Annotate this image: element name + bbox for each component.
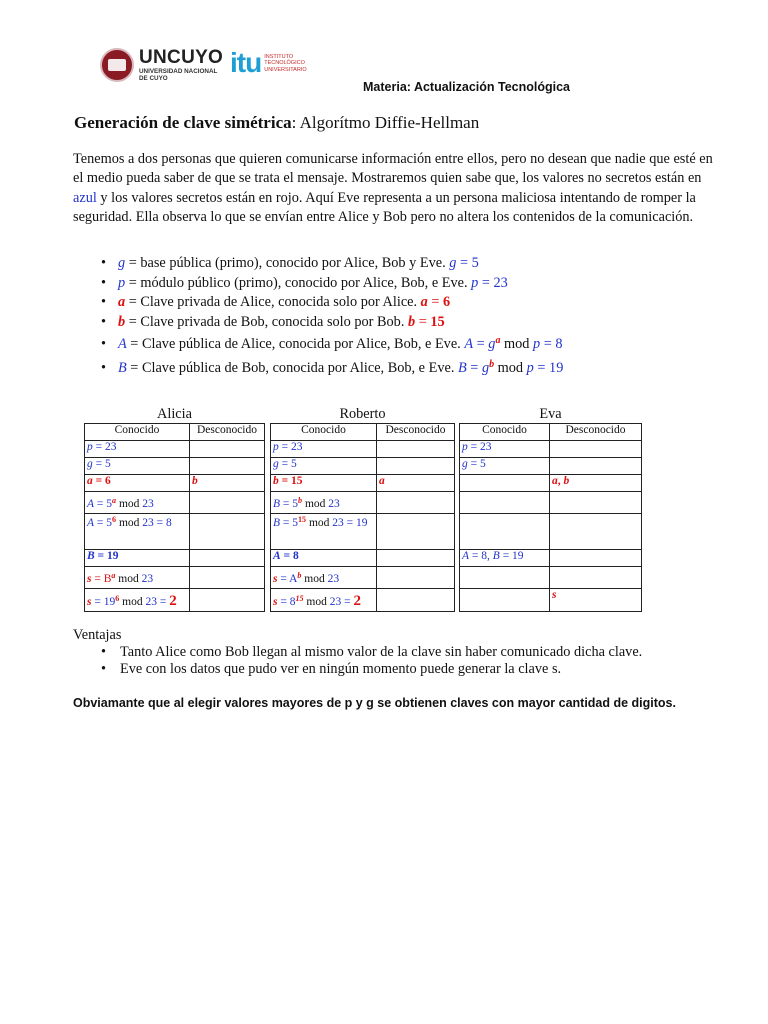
table-row [85, 492, 265, 514]
eve-p: p = 23 [460, 441, 550, 458]
formula-B-lhs: B [457, 360, 467, 376]
list-item-b [101, 313, 563, 333]
itu-logo [230, 47, 326, 78]
table-row [271, 475, 455, 492]
var-B: B [118, 360, 127, 376]
table-row [85, 441, 265, 458]
list-item: • Eve con los datos que pudo ver en ningún momento puede generar la clave s. [101, 661, 642, 678]
table-row [85, 458, 265, 475]
var-a: a [118, 294, 126, 310]
table-row [85, 550, 265, 567]
formula-A-mod: mod [500, 336, 534, 352]
eq-val-p: = 23 [478, 274, 508, 291]
bob-A: A = 8 [271, 550, 377, 567]
alice-B: B = 19 [85, 550, 190, 567]
table-row [271, 458, 455, 475]
eq-var-b: b [407, 313, 416, 330]
formula-A-base: g [488, 336, 496, 352]
advantages-list [101, 644, 642, 678]
eq-sign-b: = [415, 313, 431, 330]
itu-logo-mark: itu [230, 47, 262, 78]
col-unknown: Desconocido [377, 424, 455, 441]
alice-A-value: $A = 5^6$ mod 23 = 8 [85, 514, 190, 550]
desc-p: = módulo público (primo), conocido por Alice, Bob, e Eve. [125, 274, 472, 291]
formula-B-eq: = [466, 360, 482, 376]
desc-b: = Clave privada de Bob, conocida solo por Bob. [125, 313, 408, 330]
advantages-title: Ventajas [73, 627, 122, 643]
uncuyo-logo [100, 48, 223, 82]
alice-table [84, 423, 265, 612]
list-item: • Tanto Alice como Bob llegan al mismo valor de la clave sin haber comunicado dicha clave. [101, 644, 642, 661]
list-item-g [101, 254, 563, 274]
table-row [271, 441, 455, 458]
eve-table [459, 423, 642, 612]
bob-s-value: $s = 8^{15}$ mod 23 = 2 [271, 589, 377, 612]
eq-sign-a: = [427, 294, 444, 310]
table-row [460, 514, 642, 550]
col-known: Conocido [85, 424, 190, 441]
table-header-row [460, 424, 642, 441]
formula-A-eq: = [473, 336, 489, 352]
formula-B-mod: mod [494, 360, 527, 376]
table-row [460, 475, 642, 492]
intro-paragraph [73, 150, 713, 227]
bob-panel [270, 405, 455, 612]
table-row [460, 550, 642, 567]
table-header-row [85, 424, 265, 441]
table-row [460, 458, 642, 475]
desc-g: = base pública (primo), conocido por Alice, Bob y Eve. [125, 255, 450, 271]
bob-p: p = 23 [271, 441, 377, 458]
intro-text-2: y los valores secretos están en rojo. Aquí Eve representa a un persona maliciosa intentando de romper la seguridad. Ella observa lo que se envían entre Alice y Bob pero no altera los contenidos de la comunicación. [73, 189, 696, 225]
formula-A-result: = 8 [540, 336, 563, 352]
alice-title: Alicia [157, 406, 192, 422]
bob-B-value: $B = 5^{15}$ mod 23 = 19 [271, 514, 377, 550]
table-row [460, 589, 642, 612]
var-g: g [118, 255, 126, 271]
formula-A-exp: a [495, 335, 501, 346]
col-known: Conocido [460, 424, 550, 441]
formula-B-base: g [481, 360, 490, 376]
table-row [460, 441, 642, 458]
table-row [85, 475, 265, 492]
bob-title: Roberto [339, 406, 386, 422]
eve-panel [459, 405, 642, 612]
formula-B-modvar: p [526, 360, 534, 376]
formula-A-modvar: p [533, 336, 541, 352]
table-row [460, 567, 642, 589]
uncuyo-logo-name: UNCUYO [139, 47, 224, 69]
table-row [271, 567, 455, 589]
table-row [85, 514, 265, 550]
intro-azul-word: azul [73, 189, 97, 206]
alice-A-formula: $A = 5^a$ mod 23 [85, 492, 190, 514]
eve-unknown-s: s [550, 589, 642, 612]
alice-s-value: $s = 19^6$ mod 23 = 2 [85, 589, 190, 612]
title-subtitle: : Algorítmo Diffie-Hellman [291, 113, 480, 132]
bob-g: g = 5 [271, 458, 377, 475]
eq-var-a: a [420, 294, 428, 310]
alice-g: g = 5 [85, 458, 190, 475]
list-item-B [101, 356, 563, 380]
eve-AB: A = 8, B = 19 [460, 550, 550, 567]
var-b: b [118, 313, 126, 330]
bob-B-formula: $B = 5^b$ mod 23 [271, 492, 377, 514]
bob-unknown-a: a [377, 475, 455, 492]
list-item-p [101, 274, 563, 294]
eq-var-g: g [449, 255, 457, 271]
var-A: A [118, 336, 127, 352]
alice-p: p = 23 [85, 441, 190, 458]
table-row [271, 589, 455, 612]
alice-unknown-b: b [190, 475, 265, 492]
table-row [271, 492, 455, 514]
table-row [271, 514, 455, 550]
alice-panel [84, 405, 265, 612]
bob-table [270, 423, 455, 612]
col-known: Conocido [271, 424, 377, 441]
formula-A-lhs: A [464, 336, 474, 352]
list-item-a [101, 293, 563, 313]
itu-logo-subtitle: INSTITUTO TECNOLÓGICO UNIVERSITARIO [264, 54, 307, 73]
subject-header: Materia: Actualización Tecnológica [363, 80, 570, 94]
title-main: Generación de clave simétrica [74, 113, 292, 132]
variables-list [101, 254, 563, 380]
closing-note: Obviamante que al elegir valores mayores de p y g se obtienen claves con mayor cantidad de digitos. [73, 696, 676, 710]
intro-text-1: Tenemos a dos personas que quieren comunicarse información entre ellos, pero no desean que nadie que esté en el medio pueda saber de que se trata el mensaje. Mostraremos quien sabe que, los valores no secretos están en [73, 151, 713, 187]
eq-num-b: 15 [430, 313, 445, 330]
table-row [85, 589, 265, 612]
bob-b: b = 15 [271, 475, 377, 492]
eq-var-p: p [471, 274, 479, 291]
table-header-row [271, 424, 455, 441]
page-title [74, 113, 479, 133]
table-row [85, 567, 265, 589]
table-row [460, 492, 642, 514]
col-unknown: Desconocido [550, 424, 642, 441]
eve-unknown-ab: a, b [550, 475, 642, 492]
var-p: p [118, 274, 126, 291]
col-unknown: Desconocido [190, 424, 265, 441]
table-row [271, 550, 455, 567]
alice-s-formula: $s = B^a$ mod 23 [85, 567, 190, 589]
bob-s-formula: $s = A^b$ mod 23 [271, 567, 377, 589]
formula-B-exp: b [489, 359, 495, 370]
list-item-A [101, 332, 563, 356]
desc-a: = Clave privada de Alice, conocida solo por Alice. [125, 294, 421, 310]
university-seal-icon [100, 48, 134, 82]
alice-a: a = 6 [85, 475, 190, 492]
desc-A: = Clave pública de Alice, conocida por Alice, Bob, e Eve. [126, 336, 465, 352]
desc-B: = Clave pública de Bob, conocida por Alice, Bob, e Eve. [126, 360, 458, 376]
eq-num-a: 6 [443, 294, 451, 310]
eve-g: g = 5 [460, 458, 550, 475]
formula-B-result: = 19 [533, 360, 564, 376]
eve-title: Eva [539, 406, 562, 422]
eq-val-g: = 5 [456, 255, 479, 271]
uncuyo-logo-subtitle: UNIVERSIDAD NACIONAL DE CUYO [139, 68, 218, 82]
